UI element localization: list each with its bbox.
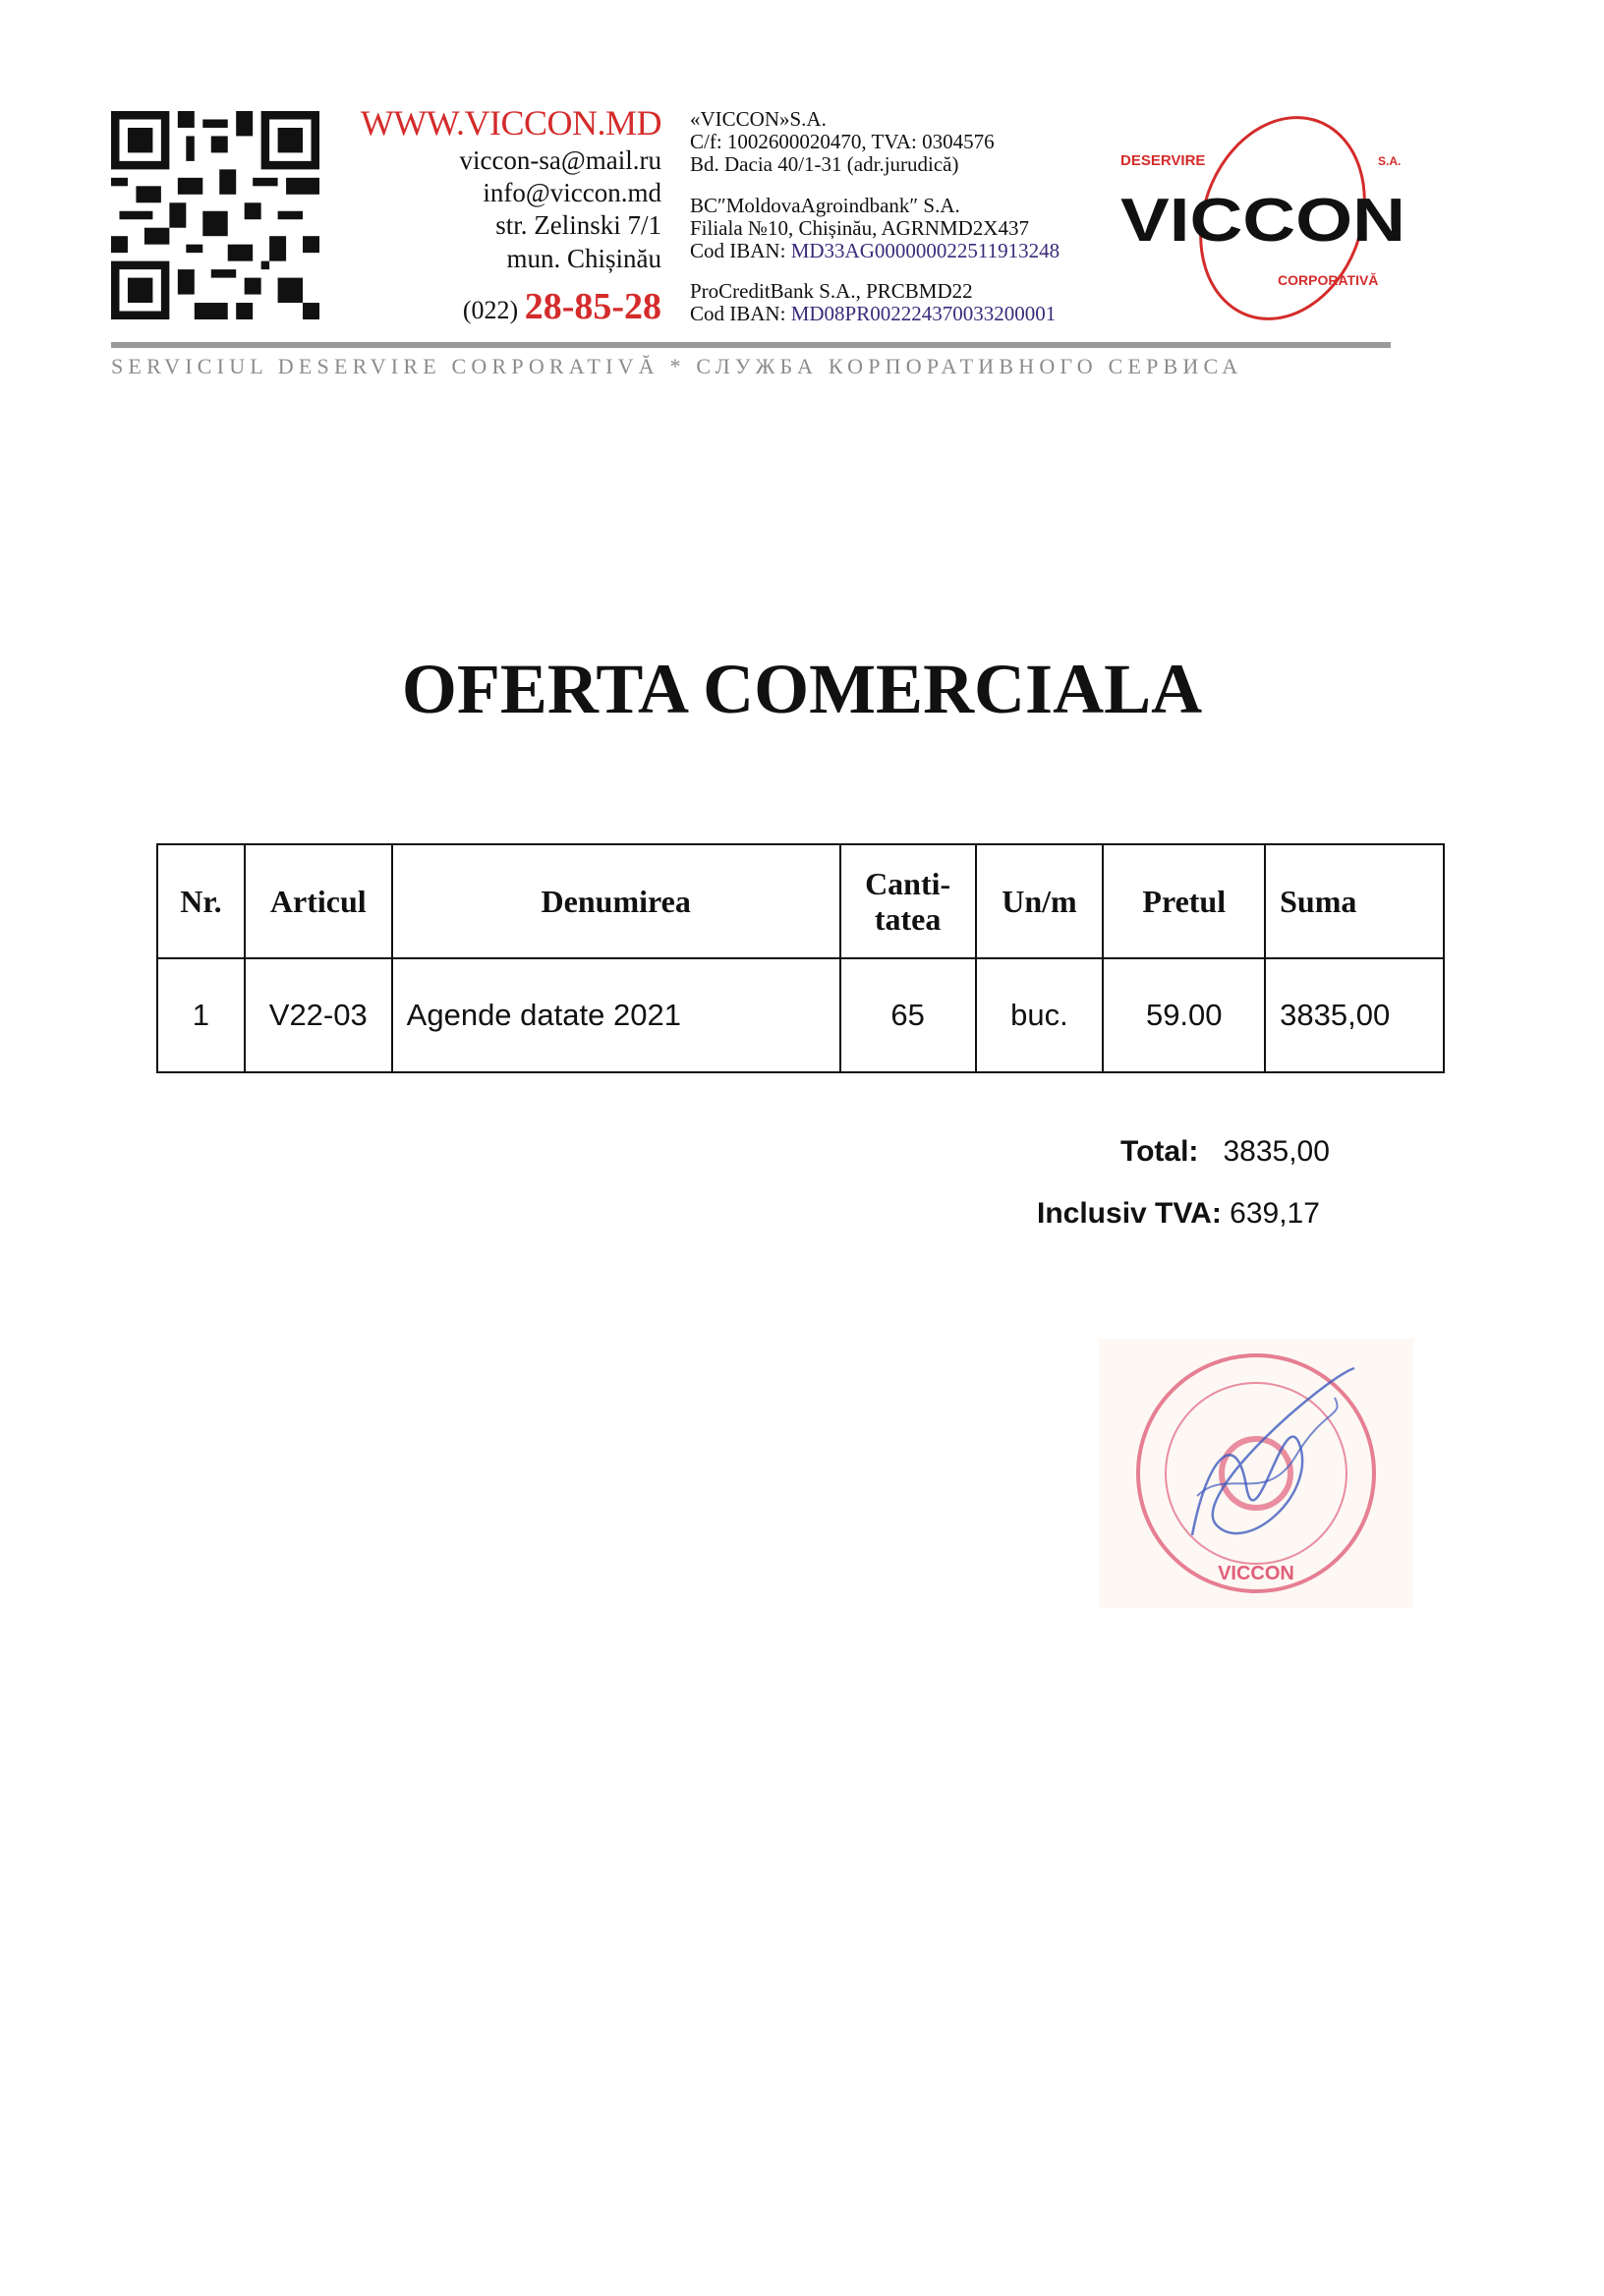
document-title: OFERTA COMERCIALA (401, 650, 1203, 728)
street-address: str. Zelinski 7/1 (495, 210, 661, 240)
tagline: SERVICIUL DESERVIRE CORPORATIVĂ * СЛУЖБА КОРПОРАТИВНОГО СЕРВИСА (111, 354, 1243, 378)
bank1-iban: MD33AG000000022511913248 (790, 239, 1060, 262)
bank1-iban-label: Cod IBAN: (690, 239, 786, 262)
cell-nr: 1 (157, 958, 245, 1072)
website-link[interactable]: WWW.VICCON.MD (360, 103, 661, 143)
stamp-text: VICCON (1218, 1563, 1294, 1584)
cell-cantitatea: 65 (840, 958, 976, 1072)
tva-value: 639,17 (1230, 1197, 1320, 1230)
bank2-iban: MD08PR002224370033200001 (790, 302, 1057, 325)
phone-number: 28-85-28 (524, 286, 661, 327)
viccon-logo (1120, 108, 1405, 329)
cell-denumirea: Agende datate 2021 (392, 958, 840, 1072)
cell-suma: 3835,00 (1265, 958, 1444, 1072)
email-2[interactable]: info@viccon.md (483, 178, 661, 207)
col-header-denumirea: Denumirea (392, 844, 840, 958)
company-name: «VICCON»S.A. (690, 107, 827, 131)
logo-sa-text: S.A. (1378, 154, 1402, 168)
header-divider (111, 342, 1391, 348)
table-header-row (157, 844, 1444, 958)
cell-unm: buc. (976, 958, 1104, 1072)
table-row (157, 958, 1444, 1072)
email-1[interactable]: viccon-sa@mail.ru (459, 145, 661, 175)
col-header-cantitatea: Canti- tatea (840, 844, 976, 958)
col-header-suma: Suma (1265, 844, 1444, 958)
bank1-name: BC″MoldovaAgroindbank″ S.A. (690, 194, 960, 217)
tva-label: Inclusiv TVA: (1037, 1197, 1222, 1230)
logo-top-text: DESERVIRE (1120, 152, 1206, 169)
city: mun. Chișinău (506, 244, 661, 273)
cell-articul: V22-03 (245, 958, 392, 1072)
logo-brand-text: VICCON (1120, 187, 1405, 255)
bank2-name: ProCreditBank S.A., PRCBMD22 (690, 279, 973, 303)
bank2-iban-line (690, 303, 1056, 324)
bank2-iban-label: Cod IBAN: (690, 302, 786, 325)
company-fiscal-code: C/f: 1002600020470, TVA: 0304576 (690, 130, 995, 153)
phone-prefix: (022) (462, 296, 519, 324)
qr-code (111, 111, 319, 319)
total-value: 3835,00 (1223, 1135, 1330, 1168)
bank1-iban-line (690, 240, 1060, 261)
stamp-and-signature (1099, 1339, 1413, 1608)
cell-pretul: 59.00 (1103, 958, 1265, 1072)
logo-bottom-text: CORPORATIVĂ (1278, 272, 1379, 288)
offer-table (156, 843, 1445, 1073)
total-label: Total: (1120, 1135, 1199, 1168)
col-header-nr: Nr. (157, 844, 245, 958)
phone (463, 285, 661, 328)
col-header-articul: Articul (245, 844, 392, 958)
col-header-pretul: Pretul (1103, 844, 1265, 958)
tva-line (1037, 1197, 1320, 1231)
bank1-branch: Filiala №10, Chișinău, AGRNMD2X437 (690, 216, 1029, 240)
col-header-unm: Un/m (976, 844, 1104, 958)
company-legal-address: Bd. Dacia 40/1-31 (adr.jurudică) (690, 152, 959, 176)
total-line (1120, 1135, 1330, 1169)
